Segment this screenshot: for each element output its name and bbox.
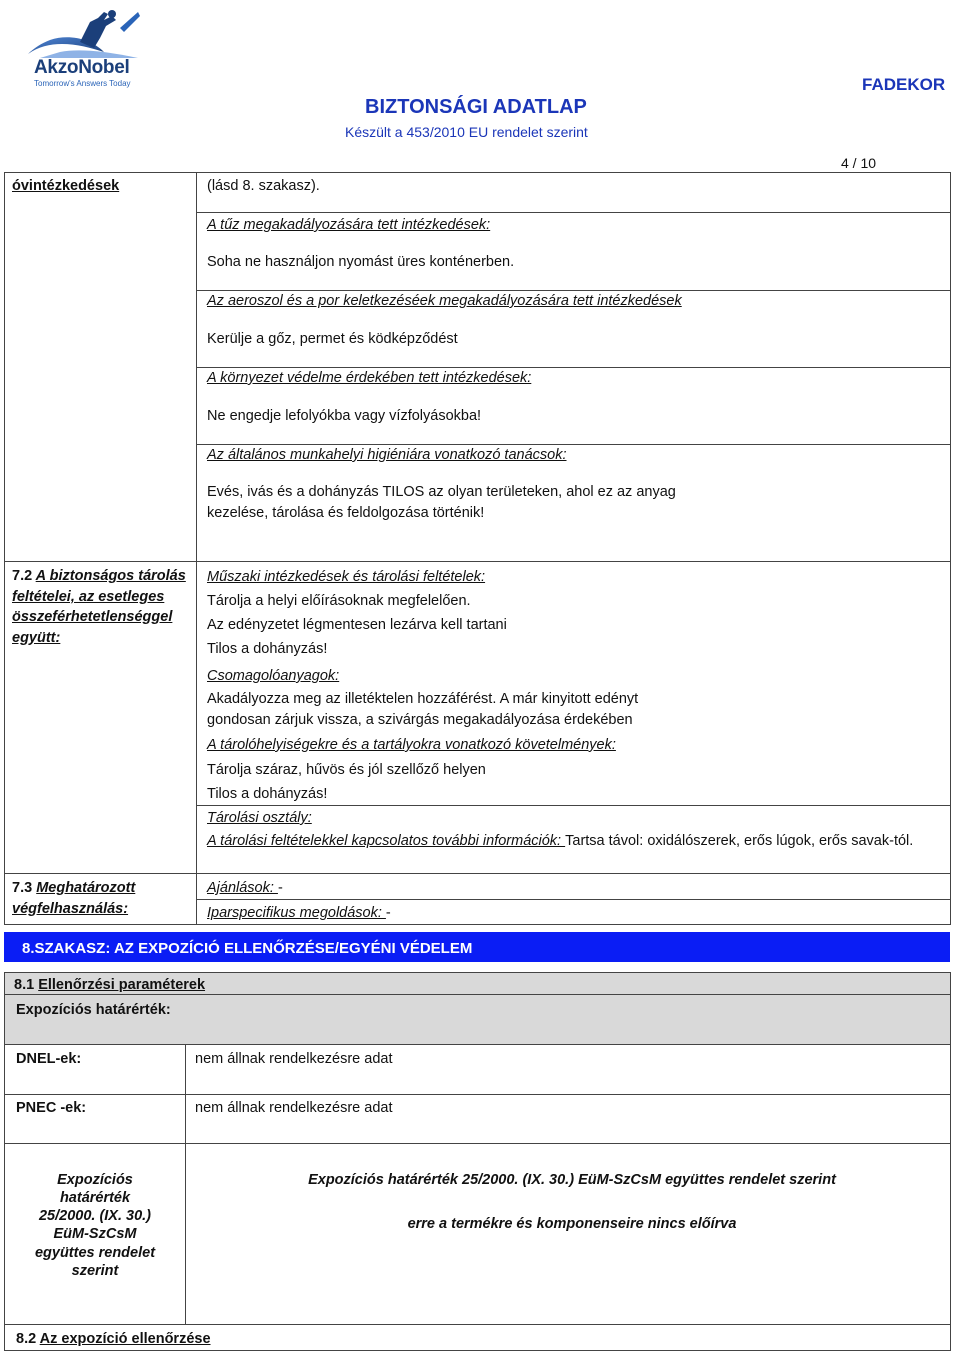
table-border [196, 899, 951, 900]
table-border [196, 367, 951, 368]
tech-heading: Műszaki intézkedések és tárolási feltételek: [207, 569, 486, 585]
product-name: FADEKOR [862, 75, 946, 94]
dnel-value: nem állnak rendelkezésre adat [195, 1051, 393, 1067]
section-7-2-label [12, 566, 192, 648]
row-value: (lásd 8. szakasz). [207, 178, 320, 194]
recommendations [207, 879, 283, 897]
table-border [4, 873, 951, 874]
exposure-right-text: erre a termékre és komponenseire nincs előírva [407, 1216, 737, 1232]
environment-text: Ne engedje lefolyókba vagy vízfolyásokba! [207, 408, 482, 424]
logo-tagline: Tomorrow's Answers Today [34, 79, 131, 88]
exposure-left-cell [8, 1171, 182, 1280]
industry-solutions [207, 904, 391, 922]
pnec-value: nem állnak rendelkezésre adat [195, 1100, 393, 1116]
table-border [196, 172, 197, 924]
table-border [4, 1044, 951, 1045]
section-number: 7.3 [12, 880, 33, 896]
section-number: 7.2 [12, 568, 33, 584]
aerosol-heading: Az aeroszol és a por keletkezéséek megakadályozására tett intézkedések [207, 293, 682, 309]
exposure-left-line: EüM-SzCsM [53, 1226, 137, 1243]
further-info-text: Tartsa távol: oxidálószerek, erős lúgok, erős savak-tól. [565, 833, 914, 849]
table-border [950, 972, 951, 1350]
tech-line: Tárolja a helyi előírásoknak megfelelően. [207, 593, 471, 609]
section-8-header: 8.SZAKASZ: AZ EXPOZÍCIÓ ELLENŐRZÉSE/EGYÉNI VÉDELEM [4, 932, 950, 962]
further-info-heading: A tárolási feltételekkel kapcsolatos további információk: [207, 833, 566, 849]
section-title: A biztonságos tárolás feltételei, az esetleges összeférhetetlenséggel együtt: [12, 568, 186, 646]
packaging-heading: Csomagolóanyagok: [207, 668, 340, 684]
table-border [4, 172, 951, 173]
exposure-left-line: Expozíciós [57, 1172, 133, 1188]
section-8-2-label [16, 1330, 211, 1348]
fire-prevention-text: Soha ne használjon nyomást üres konténerben. [207, 254, 515, 270]
table-border [4, 172, 5, 924]
table-border [196, 212, 951, 213]
exposure-limit-label: Expozíciós határérték: [16, 1002, 171, 1018]
recommendations-heading: Ajánlások: [207, 880, 278, 896]
exposure-left-line: határérték [59, 1190, 131, 1207]
tech-line: Az edényzetet légmentesen lezárva kell tartani [207, 617, 507, 633]
industry-heading: Iparspecifikus megoldások: [207, 905, 386, 921]
table-border [4, 1094, 951, 1095]
fire-prevention-heading: A tűz megakadályozására tett intézkedések: [207, 217, 491, 233]
exposure-right-title: Expozíciós határérték 25/2000. (IX. 30.) EüM-SzCsM együttes rendelet szerint [308, 1172, 836, 1188]
aerosol-text: Kerülje a gőz, permet és ködképződést [207, 331, 458, 347]
document-subtitle: Készült a 453/2010 EU rendelet szerint [345, 124, 588, 140]
section-7-3-label [12, 878, 192, 919]
recommendations-value: - [277, 880, 283, 896]
section-title: Az expozíció ellenőrzése [39, 1331, 211, 1347]
environment-heading: A környezet védelme érdekében tett intézkedések: [207, 370, 532, 386]
page-number: 4 / 10 [841, 155, 877, 171]
requirements-line: Tilos a dohányzás! [207, 786, 328, 802]
section-number: 8.2 [16, 1331, 37, 1347]
section-title: Meghatározott végfelhasználás: [12, 880, 136, 917]
table-border [196, 805, 951, 806]
table-border [196, 290, 951, 291]
table-border [4, 1143, 951, 1144]
further-info [207, 831, 941, 852]
table-border [4, 972, 5, 1350]
tech-line: Tilos a dohányzás! [207, 641, 328, 657]
table-border [185, 1044, 186, 1324]
storage-class-heading: Tárolási osztály: [207, 810, 312, 826]
hygiene-text: Evés, ivás és a dohányzás TILOS az olyan területeken, ahol ez az anyag kezelése, tárolása és feldolgozása történik! [207, 484, 676, 522]
table-border [950, 172, 951, 924]
dnel-label: DNEL-ek: [16, 1051, 82, 1067]
table-border [4, 1350, 951, 1351]
packaging-text: Akadályozza meg az illetéktelen hozzáférést. A már kinyitott edényt gondosan zárjuk vissza, a szivárgás megakadályozása érdekében [207, 691, 639, 729]
section-title: Ellenőrzési paraméterek [38, 977, 206, 993]
logo-figure-icon [20, 8, 148, 60]
exposure-left-line: 25/2000. (IX. 30.) [38, 1208, 152, 1225]
table-border [4, 994, 951, 995]
exposure-left-line: szerint [71, 1262, 119, 1279]
requirements-line: Tárolja száraz, hűvös és jól szellőző helyen [207, 762, 486, 778]
section-8-1-label [14, 976, 205, 994]
document-title: BIZTONSÁGI ADATLAP [365, 96, 587, 118]
logo-wordmark: AkzoNobel [34, 57, 130, 78]
table-border [4, 972, 951, 973]
row-label: óvintézkedések [12, 178, 120, 194]
table-border [4, 924, 951, 925]
table-border [4, 1324, 951, 1325]
industry-value: - [385, 905, 391, 921]
exposure-left-line: együttes rendelet [34, 1244, 156, 1261]
pnec-label: PNEC -ek: [16, 1100, 87, 1116]
table-border [196, 444, 951, 445]
section-number: 8.1 [14, 977, 35, 993]
hygiene-heading: Az általános munkahelyi higiéniára vonatkozó tanácsok: [207, 447, 567, 463]
table-border [4, 561, 951, 562]
requirements-heading: A tárolóhelyiségekre és a tartályokra vonatkozó követelmények: [207, 737, 616, 753]
